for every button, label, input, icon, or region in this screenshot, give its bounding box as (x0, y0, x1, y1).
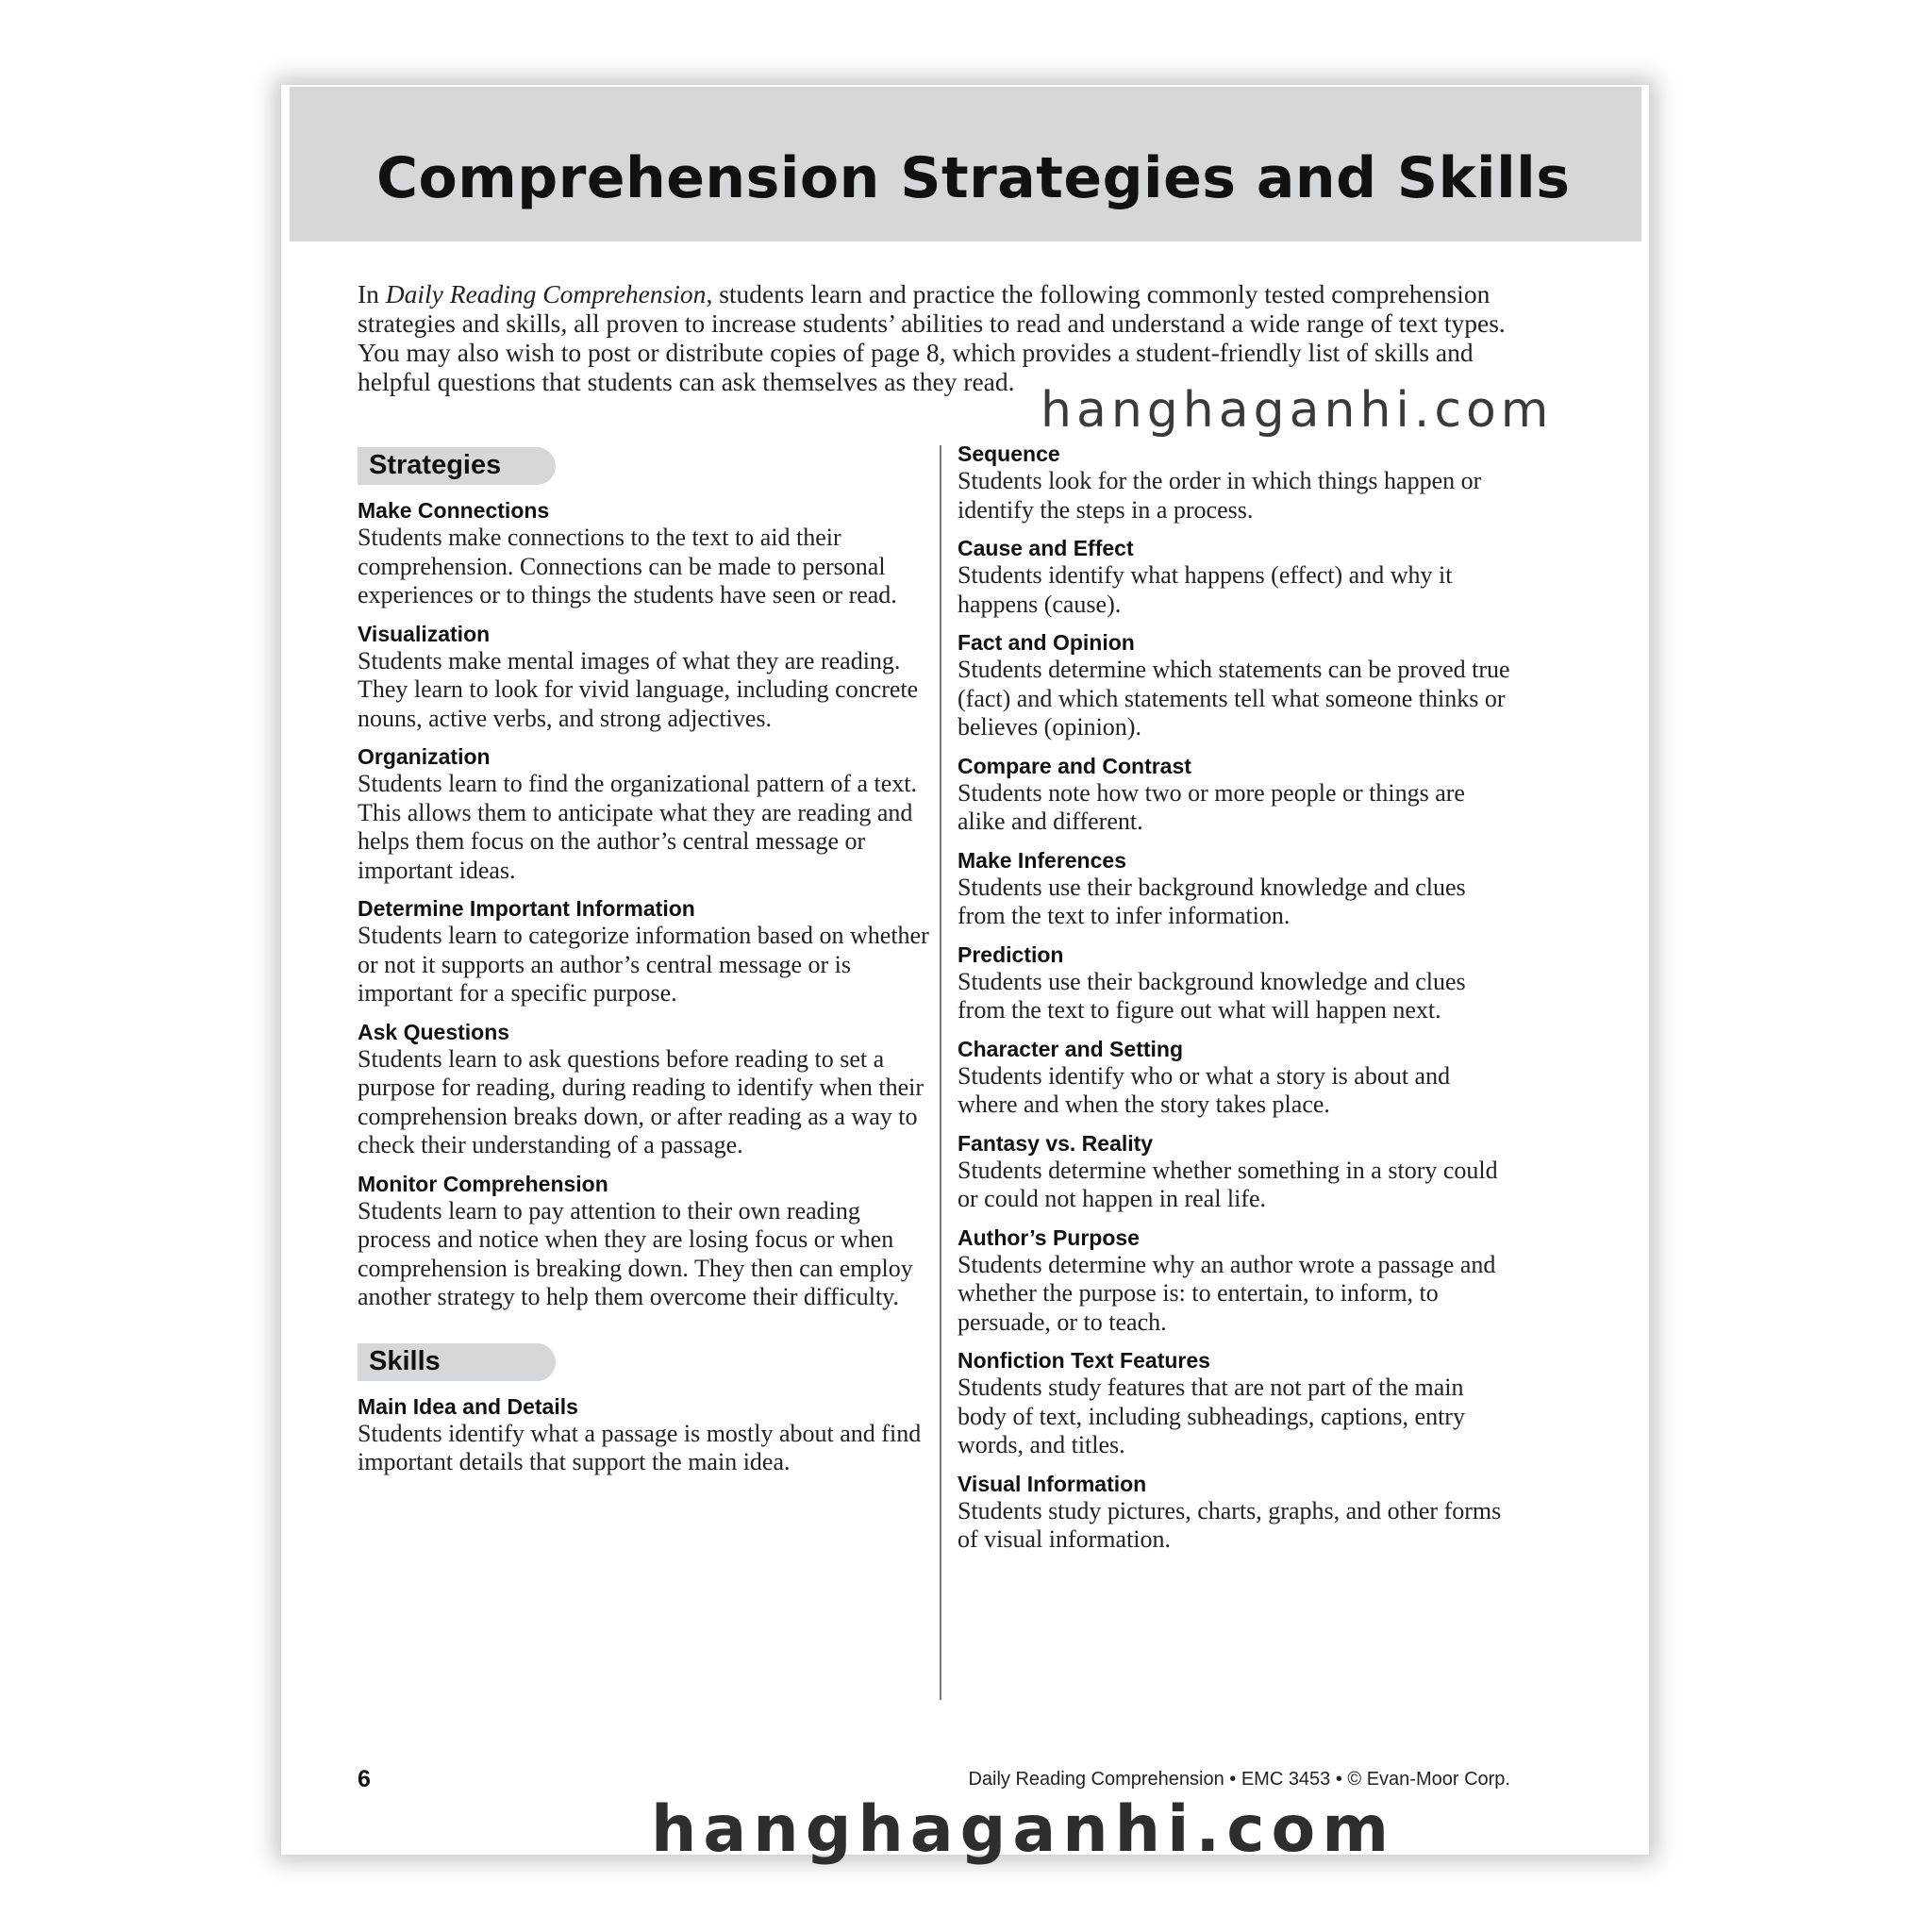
intro-paragraph (358, 279, 1546, 396)
skill-item (958, 1224, 1514, 1338)
intro-prefix: In (358, 279, 386, 308)
skill-item (958, 441, 1514, 525)
skill-body: Students identify what happens (effect) and why it happens (cause). (958, 561, 1453, 618)
skill-item (958, 753, 1514, 837)
skill-body: Students identify who or what a story is about and where and when the story takes place. (958, 1061, 1451, 1118)
skill-title: Sequence (958, 441, 1060, 466)
skill-body: Students study features that are not part of the main body of text, including subheadings, captions, entry words, and titles. (958, 1374, 1465, 1458)
skill-title: Compare and Contrast (958, 753, 1191, 778)
strategy-item (358, 497, 933, 610)
skill-item (958, 847, 1514, 931)
right-column (958, 441, 1514, 1555)
strategy-body: Students make mental images of what they are reading. They learn to look for vivid language, including concrete nouns, active verbs, and strong adjectives. (358, 646, 919, 732)
skill-title: Nonfiction Text Features (958, 1348, 1210, 1373)
footer-credit: Daily Reading Comprehension • EMC 3453 • © Evan-Moor Corp. (968, 1769, 1510, 1790)
skill-title: Main Idea and Details (358, 1393, 578, 1419)
strategy-body: Students learn to ask questions before reading to set a purpose for reading, during reading to identify when their comprehension breaks down, or after reading as a way to check their understanding of a passage. (358, 1044, 924, 1158)
skills-heading: Skills (358, 1343, 556, 1381)
left-column (358, 447, 933, 1477)
strategy-item (358, 895, 933, 1008)
intro-text: , students learn and practice the following commonly tested comprehension strategies and skills, all proven to increase students’ abilities to read and understand a wide range of text types. You may also wish to post or distribute copies of page 8, which provides a student-friendly list of skills and helpful questions that students can ask themselves as they read. (358, 279, 1506, 396)
skill-item (958, 535, 1514, 619)
page-number: 6 (358, 1766, 371, 1792)
strategy-title: Determine Important Information (358, 896, 695, 921)
skill-title: Visual Information (958, 1471, 1147, 1496)
watermark-top: hanghaganhi.com (1041, 382, 1554, 439)
page-title: Comprehension Strategies and Skills (376, 145, 1571, 211)
strategy-body: Students learn to find the organizational pattern of a text. This allows them to anticipate what they are reading and helps them focus on the author’s central message or important ideas. (358, 770, 918, 884)
strategy-item (358, 621, 933, 734)
skill-body: Students use their background knowledge and clues from the text to figure out what will happen next. (958, 967, 1466, 1024)
skill-item (958, 941, 1514, 1025)
skills-heading-wrap (358, 1343, 933, 1381)
skill-body: Students determine which statements can be proved true (fact) and which statements tell what someone thinks or believes (opinion). (958, 656, 1510, 741)
strategy-title: Monitor Comprehension (358, 1171, 608, 1196)
document-page (290, 87, 1649, 1855)
strategy-item (358, 743, 933, 885)
strategy-title: Ask Questions (358, 1019, 510, 1044)
strategies-heading: Strategies (358, 447, 556, 485)
skill-body: Students determine whether something in a story could or could not happen in real life. (958, 1156, 1498, 1212)
skill-title: Make Inferences (958, 847, 1126, 873)
skill-body: Students determine why an author wrote a passage and whether the purpose is: to entertain, to inform, to persuade, or to teach. (958, 1250, 1496, 1336)
skill-body: Students note how two or more people or things are alike and different. (958, 778, 1465, 835)
skill-item (958, 1347, 1514, 1460)
intro-book-title: Daily Reading Comprehension (385, 279, 707, 308)
strategy-title: Organization (358, 744, 491, 769)
skill-title: Fact and Opinion (958, 630, 1135, 655)
skill-item (958, 1130, 1514, 1214)
skill-item (958, 1471, 1514, 1555)
skill-item (358, 1393, 933, 1477)
skill-item (958, 629, 1514, 742)
skill-title: Character and Setting (958, 1036, 1183, 1061)
strategy-item (358, 1019, 933, 1160)
skill-title: Prediction (958, 941, 1064, 967)
skill-body: Students identify what a passage is mostly about and find important details that support the main idea. (358, 1419, 922, 1475)
skill-title: Author’s Purpose (958, 1224, 1140, 1250)
strategy-body: Students learn to pay attention to their own reading process and notice when they are losing focus or when comprehension is breaking down. They then can employ another strategy to help them overcome their difficulty. (358, 1196, 913, 1310)
skill-title: Cause and Effect (958, 536, 1134, 560)
skill-body: Students look for the order in which things happen or identify the steps in a process. (958, 467, 1482, 524)
strategy-body: Students make connections to the text to aid their comprehension. Connections can be made to personal experiences or to things the students have seen or read. (358, 524, 897, 608)
skill-title: Fantasy vs. Reality (958, 1130, 1154, 1156)
skill-body: Students study pictures, charts, graphs, and other forms of visual information. (958, 1496, 1502, 1553)
watermark-bottom: hanghaganhi.com (651, 1792, 1396, 1867)
strategy-title: Visualization (358, 621, 491, 646)
column-divider (940, 445, 941, 1700)
skill-body: Students use their background knowledge and clues from the text to infer information. (958, 873, 1466, 929)
strategy-body: Students learn to categorize information based on whether or not it supports an author’s central message or is important for a specific purpose. (358, 922, 929, 1007)
strategy-item (358, 1171, 933, 1312)
skill-item (958, 1036, 1514, 1120)
strategy-title: Make Connections (358, 498, 550, 523)
